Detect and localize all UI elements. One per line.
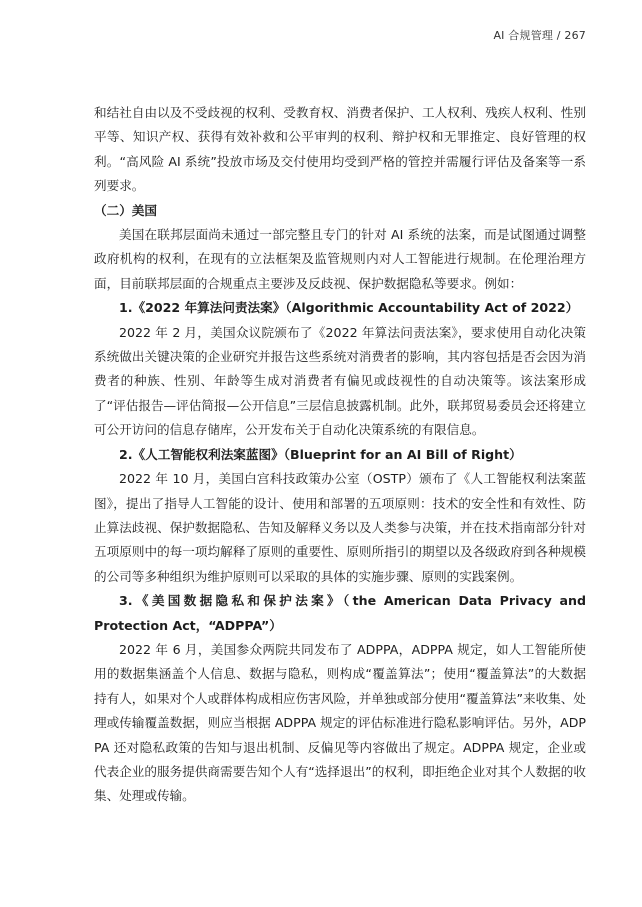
paragraph-eu-rights: 和结社自由以及不受歧视的权利、受教育权、消费者保护、工人权利、残疾人权利、性别平等、知识产权、获得有效补救和公平审判的权利、辩护权和无罪推定、良好管理的权利。“高风险 AI 系统”投放市场及交付使用均受到严格的管控并需履行评估及备案等一系列要求。 — [94, 105, 586, 194]
paragraph-us-overview: 美国在联邦层面尚未通过一部完整且专门的针对 AI 系统的法案，而是试图通过调整政府机构的权利，在现有的立法框架及监管规则内对人工智能进行规制。在伦理治理方面，目前联邦层面的合规重点主要涉及反歧视、保护数据隐私等要求。例如： — [94, 227, 586, 291]
page-body — [94, 101, 586, 809]
heading-adppa: 3.《美国数据隐私和保护法案》（the American Data Privacy and Protection Act，“ADPPA”） — [94, 593, 586, 633]
heading-algorithmic-accountability-act: 1.《2022 年算法问责法案》（Algorithmic Accountability Act of 2022） — [119, 300, 579, 316]
paragraph-algorithmic-accountability-act: 2022 年 2 月，美国众议院颁布了《2022 年算法问责法案》，要求使用自动化决策系统做出关键决策的企业研究并报告这些系统对消费者的影响，其内容包括是否会因为消费者的种族、性别、年龄等生成对消费者有偏见或歧视性的自动决策等。该法案形成了“评估报告—评估简报—公开信息”三层信息披露机制。此外，联邦贸易委员会还将建立可公开访问的信息存储库，公开发布关于自动化决策系统的有限信息。 — [94, 324, 586, 438]
running-header: AI 合规管理 / 267 — [493, 29, 586, 42]
section-heading-usa: （二）美国 — [94, 202, 157, 218]
paragraph-adppa: 2022 年 6 月，美国参众两院共同发布了 ADPPA，ADPPA 规定，如人工智能所使用的数据集涵盖个人信息、数据与隐私，则构成“覆盖算法”；使用“覆盖算法”的大数据持有人，如果对个人或群体构成相应伤害风险，并单独或部分使用“覆盖算法”来收集、处理或传输覆盖数据，则应当根据 ADPPA 规定的评估标准进行隐私影响评估。另外，ADPPA 还对隐私政策的告知与退出机制、反偏见等内容做出了规定。ADPPA 规定，企业或代表企业的服务提供商需要告知个人有“选择退出”的权利，即拒绝企业对其个人数据的收集、处理或传输。 — [94, 641, 586, 804]
paragraph-ai-bill-of-rights: 2022 年 10 月，美国白宫科技政策办公室（OSTP）颁布了《人工智能权利法案蓝图》，提出了指导人工智能的设计、使用和部署的五项原则：技术的安全性和有效性、防止算法歧视、保护数据隐私、告知及解释义务以及人类参与决策，并在技术指南部分针对五项原则中的每一项均解释了原则的重要性、原则所指引的期望以及各级政府到各种规模的公司等多种组织为维护原则可以采取的具体的实施步骤、原则的实践案例。 — [94, 471, 586, 584]
heading-ai-bill-of-rights: 2.《人工智能权利法案蓝图》（Blueprint for an AI Bill of Right） — [119, 446, 522, 462]
